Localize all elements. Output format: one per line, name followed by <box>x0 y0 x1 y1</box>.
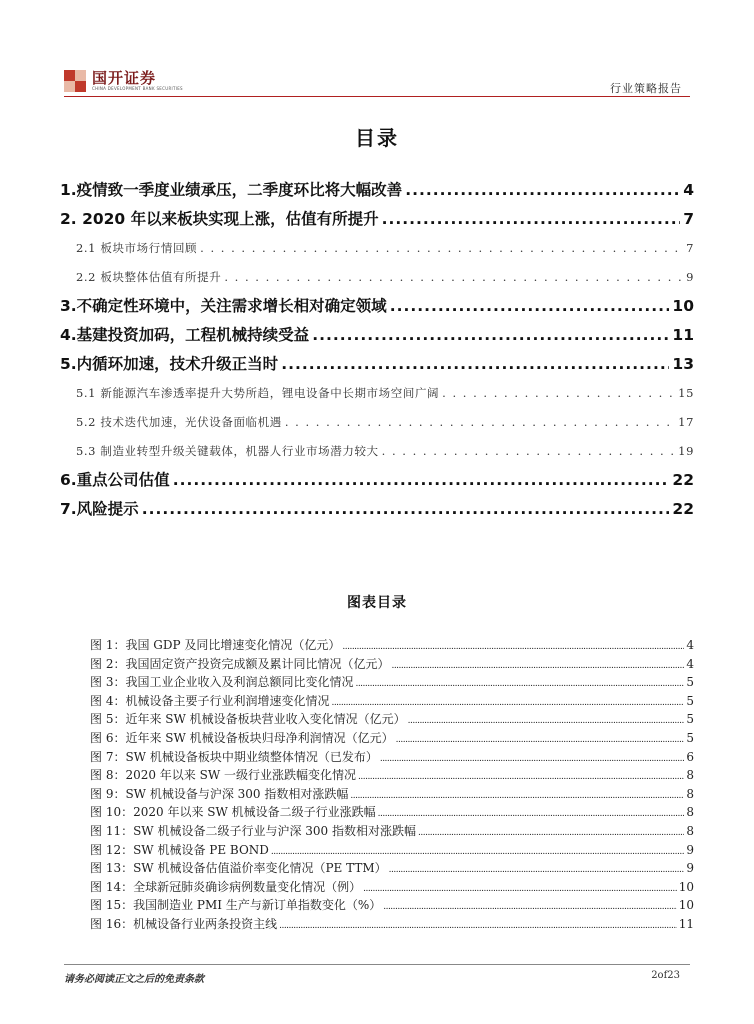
dot-leader <box>279 915 677 934</box>
toc-entry[interactable] <box>60 176 694 205</box>
toc-entry-title: 3.不确定性环境中，关注需求增长相对确定领域 <box>60 297 387 315</box>
figure-entry[interactable] <box>90 841 694 860</box>
toc-entry-page: 11 <box>672 326 694 344</box>
toc-entry[interactable] <box>60 205 694 234</box>
dot-leader <box>405 176 680 205</box>
disclaimer-text: 请务必阅读正文之后的免责条款 <box>64 974 204 985</box>
dot-leader <box>378 803 685 822</box>
dot-leader <box>224 263 683 292</box>
figure-entry[interactable] <box>90 636 694 655</box>
footer-divider <box>64 964 690 965</box>
toc-subentry[interactable] <box>60 234 694 263</box>
figure-entry[interactable] <box>90 729 694 748</box>
dot-leader <box>355 673 684 692</box>
dot-leader <box>383 896 677 915</box>
figure-entry-title: 图 9：SW 机械设备与沪深 300 指数相对涨跌幅 <box>90 786 349 801</box>
figure-entry-page: 8 <box>686 768 694 783</box>
toc-subentry-title: 2.2 板块整体估值有所提升 <box>76 270 222 284</box>
figure-entry-page: 5 <box>686 712 694 727</box>
figure-entry[interactable] <box>90 748 694 767</box>
dot-leader <box>382 205 681 234</box>
figure-entry-title: 图 15：我国制造业 PMI 生产与新订单指数变化（%） <box>90 898 382 913</box>
toc-entry-page: 10 <box>672 297 694 315</box>
dot-leader <box>342 636 684 655</box>
figure-entry[interactable] <box>90 710 694 729</box>
figure-list <box>90 636 694 934</box>
toc-subentry-title: 5.1 新能源汽车渗透率提升大势所趋，锂电设备中长期市场空间广阔 <box>76 386 440 400</box>
toc-subentry-title: 5.2 技术迭代加速，光伏设备面临机遇 <box>76 415 282 429</box>
figure-entry-title: 图 10：2020 年以来 SW 机械设备二级子行业涨跌幅 <box>90 805 376 820</box>
company-logo <box>64 70 183 92</box>
figure-entry-title: 图 14：全球新冠肺炎确诊病例数量变化情况（例） <box>90 879 362 894</box>
toc-title: 目录 <box>355 126 399 150</box>
dot-leader <box>389 859 685 878</box>
company-name: 国开证券 <box>92 69 157 87</box>
toc-entry[interactable] <box>60 321 694 350</box>
toc-entry-page: 7 <box>683 210 694 228</box>
toc-entry-title: 7.风险提示 <box>60 500 139 518</box>
figure-entry-page: 9 <box>686 842 694 857</box>
figure-entry[interactable] <box>90 859 694 878</box>
toc-entry[interactable] <box>60 466 694 495</box>
toc-subentry-page: 15 <box>678 386 694 400</box>
dot-leader <box>142 495 670 524</box>
figure-entry[interactable] <box>90 915 694 934</box>
report-type: 行业策略报告 <box>610 82 682 95</box>
toc-entry-page: 22 <box>672 471 694 489</box>
dot-leader <box>350 785 684 804</box>
figure-entry-page: 11 <box>678 916 694 931</box>
figure-entry-page: 4 <box>686 656 694 671</box>
toc-subentry[interactable] <box>60 263 694 292</box>
dot-leader <box>363 878 677 897</box>
company-subtitle: CHINA DEVELOPMENT BANK SECURITIES <box>92 86 183 91</box>
dot-leader <box>271 841 684 860</box>
figure-entry-title: 图 4：机械设备主要子行业利润增速变化情况 <box>90 693 330 708</box>
toc-subentry[interactable] <box>60 437 694 466</box>
figure-entry[interactable] <box>90 822 694 841</box>
toc-entry-page: 13 <box>672 355 694 373</box>
dot-leader <box>281 350 669 379</box>
table-of-contents <box>60 176 694 524</box>
figure-entry-title: 图 6：近年来 SW 机械设备板块归母净利润情况（亿元） <box>90 730 394 745</box>
toc-entry-title: 5.内循环加速，技术升级正当时 <box>60 355 279 373</box>
toc-entry-title: 1.疫情致一季度业绩承压，二季度环比将大幅改善 <box>60 181 403 199</box>
dot-leader <box>285 408 675 437</box>
figure-entry-page: 8 <box>686 805 694 820</box>
header-divider <box>64 96 690 97</box>
figure-entry-title: 图 13：SW 机械设备估值溢价率变化情况（PE TTM） <box>90 861 387 876</box>
figure-entry-page: 10 <box>678 898 694 913</box>
toc-subentry-title: 5.3 制造业转型升级关键载体，机器人行业市场潜力较大 <box>76 444 379 458</box>
dot-leader <box>442 379 675 408</box>
toc-entry-title: 2. 2020 年以来板块实现上涨，估值有所提升 <box>60 210 379 228</box>
figure-entry-title: 图 11：SW 机械设备二级子行业与沪深 300 指数相对涨跌幅 <box>90 823 416 838</box>
figure-entry-page: 5 <box>686 730 694 745</box>
dot-leader <box>380 748 685 767</box>
figure-entry[interactable] <box>90 655 694 674</box>
figure-entry[interactable] <box>90 766 694 785</box>
figure-entry-page: 8 <box>686 823 694 838</box>
toc-entry-page: 22 <box>672 500 694 518</box>
figure-entry-title: 图 7：SW 机械设备板块中期业绩整体情况（已发布） <box>90 749 378 764</box>
figure-entry-title: 图 2：我国固定资产投资完成额及累计同比情况（亿元） <box>90 656 390 671</box>
toc-subentry-page: 7 <box>686 241 694 255</box>
dot-leader <box>173 466 670 495</box>
figure-entry-page: 8 <box>686 786 694 801</box>
toc-entry[interactable] <box>60 350 694 379</box>
dot-leader <box>200 234 683 263</box>
figure-entry-title: 图 5：近年来 SW 机械设备板块营业收入变化情况（亿元） <box>90 712 406 727</box>
toc-entry-page: 4 <box>683 181 694 199</box>
dot-leader <box>396 729 685 748</box>
dot-leader <box>358 766 684 785</box>
logo-mark-icon <box>64 70 86 92</box>
figure-entry[interactable] <box>90 803 694 822</box>
dot-leader <box>312 321 669 350</box>
figure-entry[interactable] <box>90 896 694 915</box>
figure-entry-title: 图 16：机械设备行业两条投资主线 <box>90 916 278 931</box>
toc-subentry-title: 2.1 板块市场行情回顾 <box>76 241 198 255</box>
dot-leader <box>331 692 684 711</box>
figure-entry-title: 图 3：我国工业企业收入及利润总额同比变化情况 <box>90 675 354 690</box>
figure-entry[interactable] <box>90 785 694 804</box>
dot-leader <box>391 655 684 674</box>
figure-entry-page: 10 <box>678 879 694 894</box>
figure-entry-title: 图 1：我国 GDP 及同比增速变化情况（亿元） <box>90 638 341 652</box>
toc-subentry[interactable] <box>60 379 694 408</box>
page-number: 2of23 <box>651 970 680 981</box>
figure-entry-title: 图 8：2020 年以来 SW 一级行业涨跌幅变化情况 <box>90 768 356 783</box>
figure-entry-page: 6 <box>686 749 694 764</box>
dot-leader <box>382 437 676 466</box>
toc-entry-title: 4.基建投资加码，工程机械持续受益 <box>60 326 310 344</box>
toc-entry-title: 6.重点公司估值 <box>60 471 170 489</box>
figure-entry-page: 5 <box>686 675 694 690</box>
toc-subentry-page: 19 <box>678 444 694 458</box>
toc-subentry-page: 17 <box>678 415 694 429</box>
figure-entry-title: 图 12：SW 机械设备 PE BOND <box>90 842 269 857</box>
figure-list-title: 图表目录 <box>347 595 407 611</box>
dot-leader <box>408 710 685 729</box>
figure-entry[interactable] <box>90 692 694 711</box>
figure-entry-page: 5 <box>686 693 694 708</box>
figure-entry[interactable] <box>90 878 694 897</box>
toc-subentry-page: 9 <box>686 270 694 284</box>
toc-entry[interactable] <box>60 495 694 524</box>
toc-entry[interactable] <box>60 292 694 321</box>
dot-leader <box>418 822 684 841</box>
toc-subentry[interactable] <box>60 408 694 437</box>
dot-leader <box>390 292 670 321</box>
figure-entry-page: 4 <box>686 638 694 652</box>
figure-entry-page: 9 <box>686 861 694 876</box>
figure-entry[interactable] <box>90 673 694 692</box>
